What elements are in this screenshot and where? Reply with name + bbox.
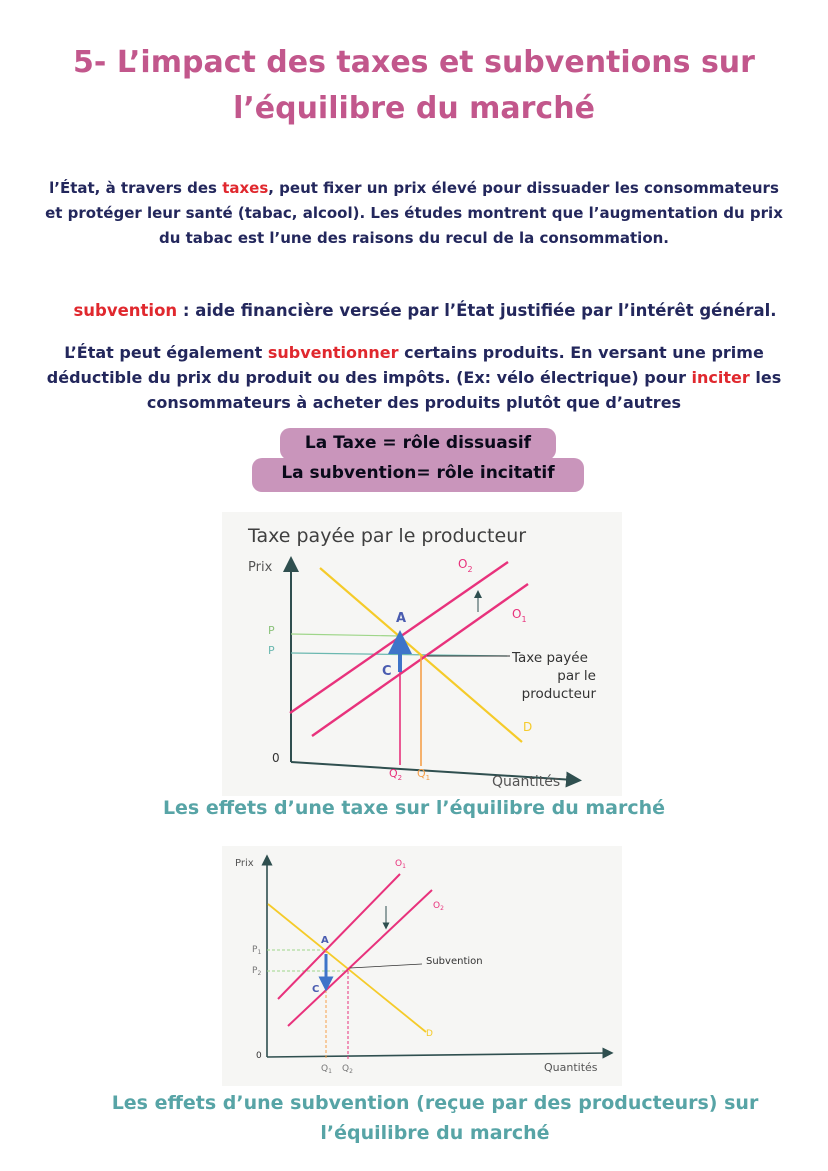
subsidy-caption-line-1: Les effets d’une subvention (reçue par des producteurs) sur bbox=[111, 1092, 759, 1114]
qty-q1-label: $Q_1$ bbox=[321, 1064, 332, 1075]
annotation-leader bbox=[350, 964, 422, 968]
tax-paragraph-text-1: l’État, à travers des bbox=[49, 179, 223, 197]
subsidy-definition-text: : aide financière versée par l’État justifiée par l’intérêt général. bbox=[177, 301, 777, 320]
y-axis-label: Prix bbox=[235, 858, 254, 869]
point-a-label: A bbox=[396, 611, 407, 626]
subsidy-paragraph bbox=[24, 340, 804, 415]
subsidy-diagram-svg bbox=[222, 846, 622, 1086]
demand-label: D bbox=[426, 1029, 433, 1039]
point-c-label: C bbox=[312, 984, 320, 995]
annotation-line-1: Taxe payée bbox=[512, 650, 588, 666]
subsidy-caption bbox=[40, 1088, 828, 1148]
subsidy-term: subvention bbox=[73, 301, 178, 320]
supply-curve-o1 bbox=[312, 584, 528, 736]
tax-caption: Les effets d’une taxe sur l’équilibre du marché bbox=[162, 797, 666, 819]
qty-q1-label: $Q_1$ bbox=[417, 767, 431, 782]
incite-keyword: inciter bbox=[691, 368, 750, 387]
title-line-1: 5- L’impact des taxes et subventions sur bbox=[73, 45, 755, 80]
origin-label: 0 bbox=[272, 751, 280, 765]
subsidy-paragraph-text-1: L’État peut également bbox=[64, 343, 268, 362]
subsidy-annotation: Subvention bbox=[426, 956, 483, 967]
qty-q2-label: $Q_2$ bbox=[342, 1064, 353, 1075]
subsidy-role-badge: La subvention= rôle incitatif bbox=[252, 458, 584, 492]
title-line-2: l’équilibre du marché bbox=[233, 91, 595, 126]
x-axis bbox=[267, 1053, 608, 1057]
tax-paragraph bbox=[40, 176, 788, 251]
supply-o1-label: $O_1$ bbox=[395, 859, 406, 870]
point-a-label: A bbox=[321, 935, 329, 946]
supply-curve-o2 bbox=[290, 562, 508, 713]
subsidize-keyword: subventionner bbox=[267, 343, 399, 362]
price-p1-label: $P_1$ bbox=[252, 945, 262, 956]
y-axis-label: Prix bbox=[248, 560, 273, 575]
page-title bbox=[40, 40, 788, 132]
demand-label: D bbox=[523, 720, 533, 734]
price-p2-label: $P_2$ bbox=[252, 966, 262, 977]
supply-curve-o2 bbox=[288, 890, 432, 1026]
x-axis-label: Quantités bbox=[544, 1061, 598, 1074]
x-axis-label: Quantités bbox=[492, 774, 561, 790]
annotation-line-2: par le bbox=[557, 668, 596, 684]
tax-diagram-svg bbox=[222, 512, 622, 796]
subsidy-diagram bbox=[222, 846, 622, 1086]
supply-o1-label: $O_1$ bbox=[512, 607, 527, 624]
price-low-label: P bbox=[268, 644, 275, 657]
supply-o2-label: $O_2$ bbox=[458, 557, 473, 574]
subsidy-paragraph-text-2: certains produits. En versant une prime déductible du prix du produit ou des impôts. (Ex: vélo électrique) pour bbox=[46, 343, 764, 387]
qty-q2-label: $Q_2$ bbox=[389, 767, 403, 782]
tax-paragraph-text-2: , peut fixer un prix élevé pour dissuader les consommateurs et protéger leur santé (tabac, alcool). Les études montrent que l’augmentation du prix du tabac est l’une des raisons du recul de la consommation. bbox=[45, 179, 783, 247]
tax-keyword: taxes bbox=[222, 179, 269, 197]
price-high-label: P bbox=[268, 624, 275, 637]
tax-diagram bbox=[222, 512, 622, 796]
tax-role-badge: La Taxe = rôle dissuasif bbox=[280, 428, 556, 460]
subsidy-definition bbox=[30, 298, 820, 324]
point-c-label: C bbox=[382, 664, 392, 679]
price-high-guide bbox=[291, 634, 400, 636]
subsidy-caption-line-2: l’équilibre du marché bbox=[320, 1122, 550, 1144]
supply-o2-label: $O_2$ bbox=[433, 901, 444, 912]
demand-curve bbox=[268, 904, 426, 1032]
tax-diagram-title: Taxe payée par le producteur bbox=[248, 525, 527, 547]
subsidy-paragraph-text-3: les consommateurs à acheter des produits plutôt que d’autres bbox=[146, 368, 782, 412]
annotation-line-3: producteur bbox=[521, 686, 596, 702]
origin-label: 0 bbox=[256, 1051, 262, 1061]
